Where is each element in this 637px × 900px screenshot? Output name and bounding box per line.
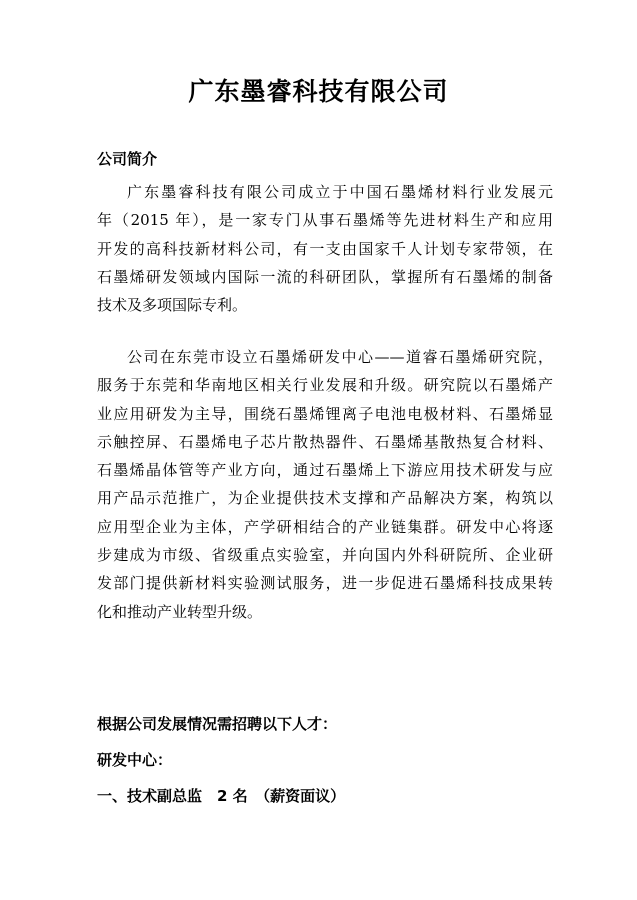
paragraph-line: 服务于东莞和华南地区相关行业发展和升级。研究院以石墨烯产	[97, 376, 553, 395]
paragraph-line: 业应用研发为主导，围绕石墨烯锂离子电池电极材料、石墨烯显	[97, 404, 553, 423]
paragraph-line: 开发的高科技新材料公司，有一支由国家千人计划专家带领，在	[97, 239, 553, 258]
paragraph-line: 广东墨睿科技有限公司成立于中国石墨烯材料行业发展元	[127, 183, 553, 201]
paragraph-line: 步建成为市级、省级重点实验室，并向国内外科研院所、企业研	[97, 546, 553, 565]
paragraph-line: 石墨烯晶体管等产业方向，通过石墨烯上下游应用技术研发与应	[97, 461, 553, 480]
document-title: 广东墨睿科技有限公司	[188, 77, 449, 106]
paragraph-line: 技术及多项国际专利。	[97, 296, 248, 315]
paragraph-line: 公司在东莞市设立石墨烯研发中心——道睿石墨烯研究院，	[127, 348, 553, 366]
position-line: 一、技术副总监 2 名 （薪资面议）	[97, 787, 346, 805]
intro-paragraph-2	[97, 343, 553, 626]
paragraph-line: 发部门提供新材料实验测试服务，进一步促进石墨烯科技成果转	[97, 574, 553, 593]
paragraph-line: 化和推动产业转型升级。	[97, 602, 263, 621]
recruit-heading: 根据公司发展情况需招聘以下人才：	[97, 715, 338, 733]
paragraph-line: 年（2015 年），是一家专门从事石墨烯等先进材料生产和应用	[97, 211, 553, 230]
intro-heading: 公司简介	[97, 150, 158, 168]
paragraph-line: 石墨烯研发领域内国际一流的科研团队，掌握所有石墨烯的制备	[97, 267, 553, 286]
paragraph-line: 用产品示范推广，为企业提供技术支撑和产品解决方案，构筑以	[97, 489, 553, 508]
paragraph-line: 应用型企业为主体，产学研相结合的产业链集群。研发中心将逐	[97, 517, 553, 536]
intro-paragraph-1	[97, 178, 553, 319]
paragraph-line: 示触控屏、石墨烯电子芯片散热器件、石墨烯基散热复合材料、	[97, 432, 553, 451]
department-heading: 研发中心：	[97, 751, 173, 769]
